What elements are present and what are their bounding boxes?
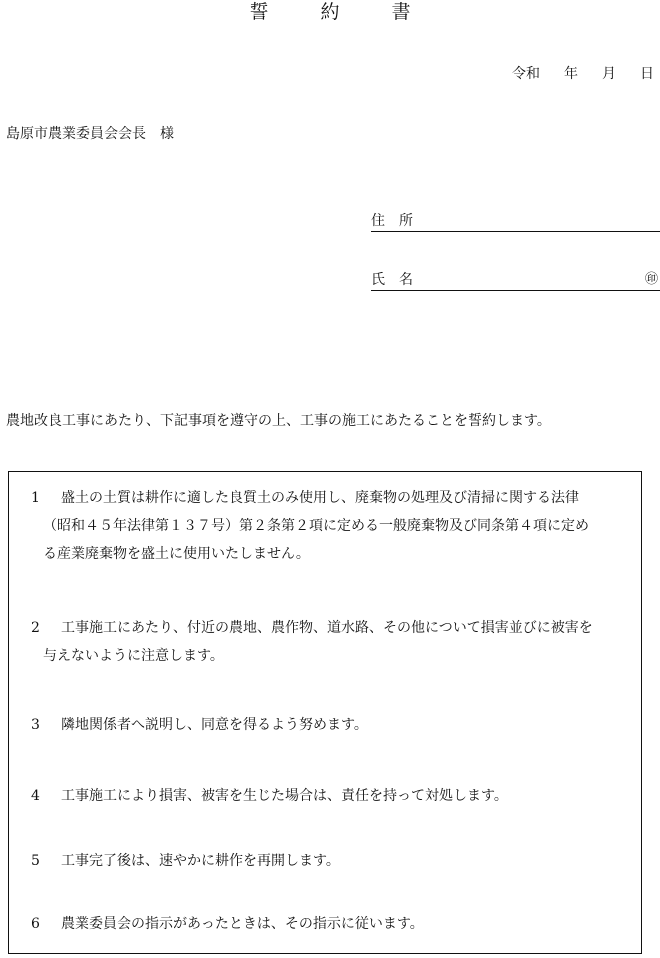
date-line [512, 64, 654, 84]
item-text-line: 盛土の土質は耕作に適した良質土のみ使用し、廃棄物の処理及び清掃に関する法律 [61, 490, 579, 506]
address-label: 住 所 [371, 213, 413, 229]
addressee: 島原市農業委員会会長 様 [6, 126, 174, 142]
title-char-3: 書 [391, 1, 411, 23]
date-month: 月 [602, 66, 616, 82]
item-text-line: （昭和４５年法律第１３７号）第２条第２項に定める一般廃棄物及び同条第４項に定め [43, 518, 589, 534]
pledge-items-box [8, 471, 642, 954]
item-text-line: る産業廃棄物を盛土に使用いたしません。 [43, 546, 310, 562]
document-title [0, 0, 660, 24]
item-number: 2 [31, 620, 40, 636]
pledge-item-3 [31, 711, 641, 739]
date-year: 年 [564, 66, 578, 82]
title-char-1: 誓 [249, 1, 269, 23]
pledge-item-4 [31, 782, 641, 810]
name-label: 氏 名 [371, 272, 413, 288]
address-field[interactable] [371, 211, 660, 232]
date-era: 令和 [512, 66, 540, 82]
item-number: 3 [31, 717, 40, 733]
pledge-item-1 [31, 484, 641, 568]
date-day: 日 [640, 66, 654, 82]
name-field[interactable] [371, 270, 660, 291]
pledge-intro: 農地改良工事にあたり、下記事項を遵守の上、工事の施工にあたることを誓約します。 [6, 413, 551, 429]
item-number: 6 [31, 916, 40, 932]
item-text-line: 隣地関係者へ説明し、同意を得るよう努めます。 [61, 717, 368, 733]
item-number: 5 [31, 853, 40, 869]
pledge-item-5 [31, 847, 641, 875]
item-number: 1 [31, 490, 40, 506]
pledge-item-2 [31, 614, 641, 670]
item-text-line: 工事施工にあたり、付近の農地、農作物、道水路、その他について損害並びに被害を [61, 620, 593, 636]
seal-mark: ㊞ [644, 272, 658, 287]
title-char-2: 約 [320, 1, 340, 23]
pledge-item-6 [31, 910, 641, 938]
item-text-line: 与えないように注意します。 [43, 648, 224, 664]
item-text-line: 工事施工により損害、被害を生じた場合は、責任を持って対処します。 [61, 788, 508, 804]
item-text-line: 農業委員会の指示があったときは、その指示に従います。 [61, 916, 424, 932]
item-number: 4 [31, 788, 40, 804]
item-text-line: 工事完了後は、速やかに耕作を再開します。 [61, 853, 340, 869]
